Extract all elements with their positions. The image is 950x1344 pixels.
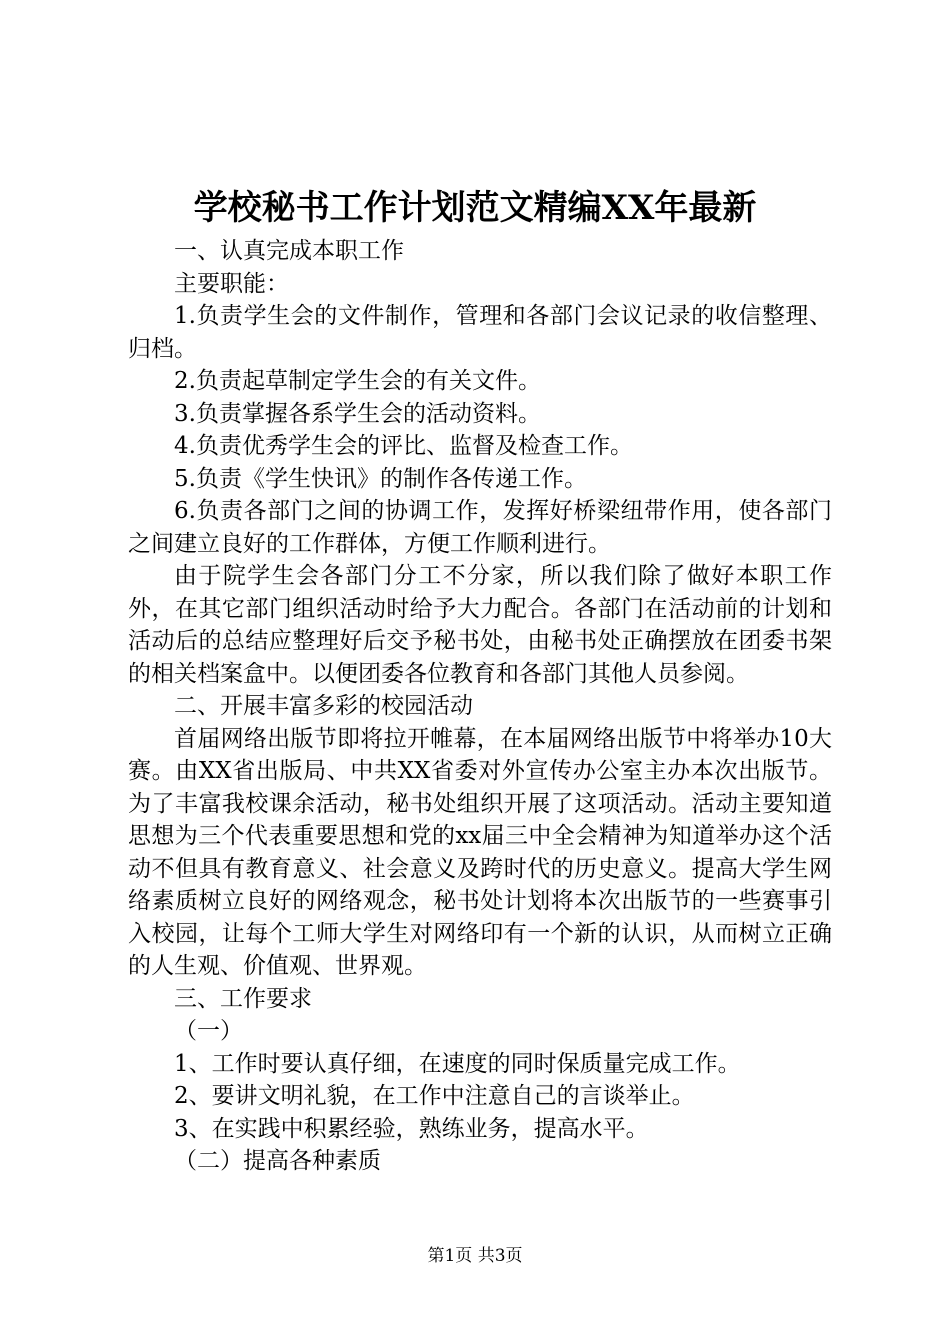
list-item-duty-3: 3.负责掌握各系学生会的活动资料。 xyxy=(174,400,541,427)
list-item-duty-4: 4.负责优秀学生会的评比、监督及检查工作。 xyxy=(174,433,633,459)
paragraph-main-duties: 主要职能： xyxy=(174,270,289,297)
subsection-heading-2: （二）提高各种素质 xyxy=(174,1148,381,1174)
document-title: 学校秘书工作计划范文精编XX年最新 xyxy=(193,188,757,228)
paragraph-cooperation: 由于院学生会各部门分工不分家，所以我们除了做好本职工作外，在其它部门组织活动时给予大力配合。各部门在活动前的计划和活动后的总结应整理好后交予秘书处，由秘书处正确摆放在团委书架的相关档案盒中。以便团委各位教育和各部门其他人员参阅。 xyxy=(128,563,832,687)
list-item-requirement-2: 2、要讲文明礼貌，在工作中注意自己的言谈举止。 xyxy=(174,1083,695,1109)
list-item-requirement-3: 3、在实践中积累经验，熟练业务，提高水平。 xyxy=(174,1115,649,1142)
subsection-heading-1: （一） xyxy=(174,1018,243,1044)
list-item-duty-6: 6.负责各部门之间的协调工作，发挥好桥梁纽带作用，使各部门之间建立良好的工作群体，方便工作顺利进行。 xyxy=(128,498,832,557)
list-item-duty-2: 2.负责起草制定学生会的有关文件。 xyxy=(174,368,541,394)
section-heading-2: 二、开展丰富多彩的校园活动 xyxy=(174,693,473,719)
document-body xyxy=(128,235,832,1178)
list-item-duty-5: 5.负责《学生快讯》的制作各传递工作。 xyxy=(174,465,587,492)
section-heading-1: 一、认真完成本职工作 xyxy=(174,238,404,264)
list-item-duty-1: 1.负责学生会的文件制作，管理和各部门会议记录的收信整理、归档。 xyxy=(128,303,832,362)
paragraph-publishing-festival: 首届网络出版节即将拉开帷幕，在本届网络出版节中将举办10大赛。由XX省出版局、中共XX省委对外宣传办公室主办本次出版节。为了丰富我校课余活动，秘书处组织开展了这项活动。活动主要知道思想为三个代表重要思想和党的xx届三中全会精神为知道举办这个活动不但具有教育意义、社会意义及跨时代的历史意义。提高大学生网络素质树立良好的网络观念，秘书处计划将本次出版节的一些赛事引入校园，让每个工师大学生对网络印有一个新的认识，从而树立正确的人生观、价值观、世界观。 xyxy=(128,725,832,979)
list-item-requirement-1: 1、工作时要认真仔细，在速度的同时保质量完成工作。 xyxy=(174,1050,741,1077)
page-number-footer: 第1页 共3页 xyxy=(427,1246,523,1266)
section-heading-3: 三、工作要求 xyxy=(174,985,312,1012)
